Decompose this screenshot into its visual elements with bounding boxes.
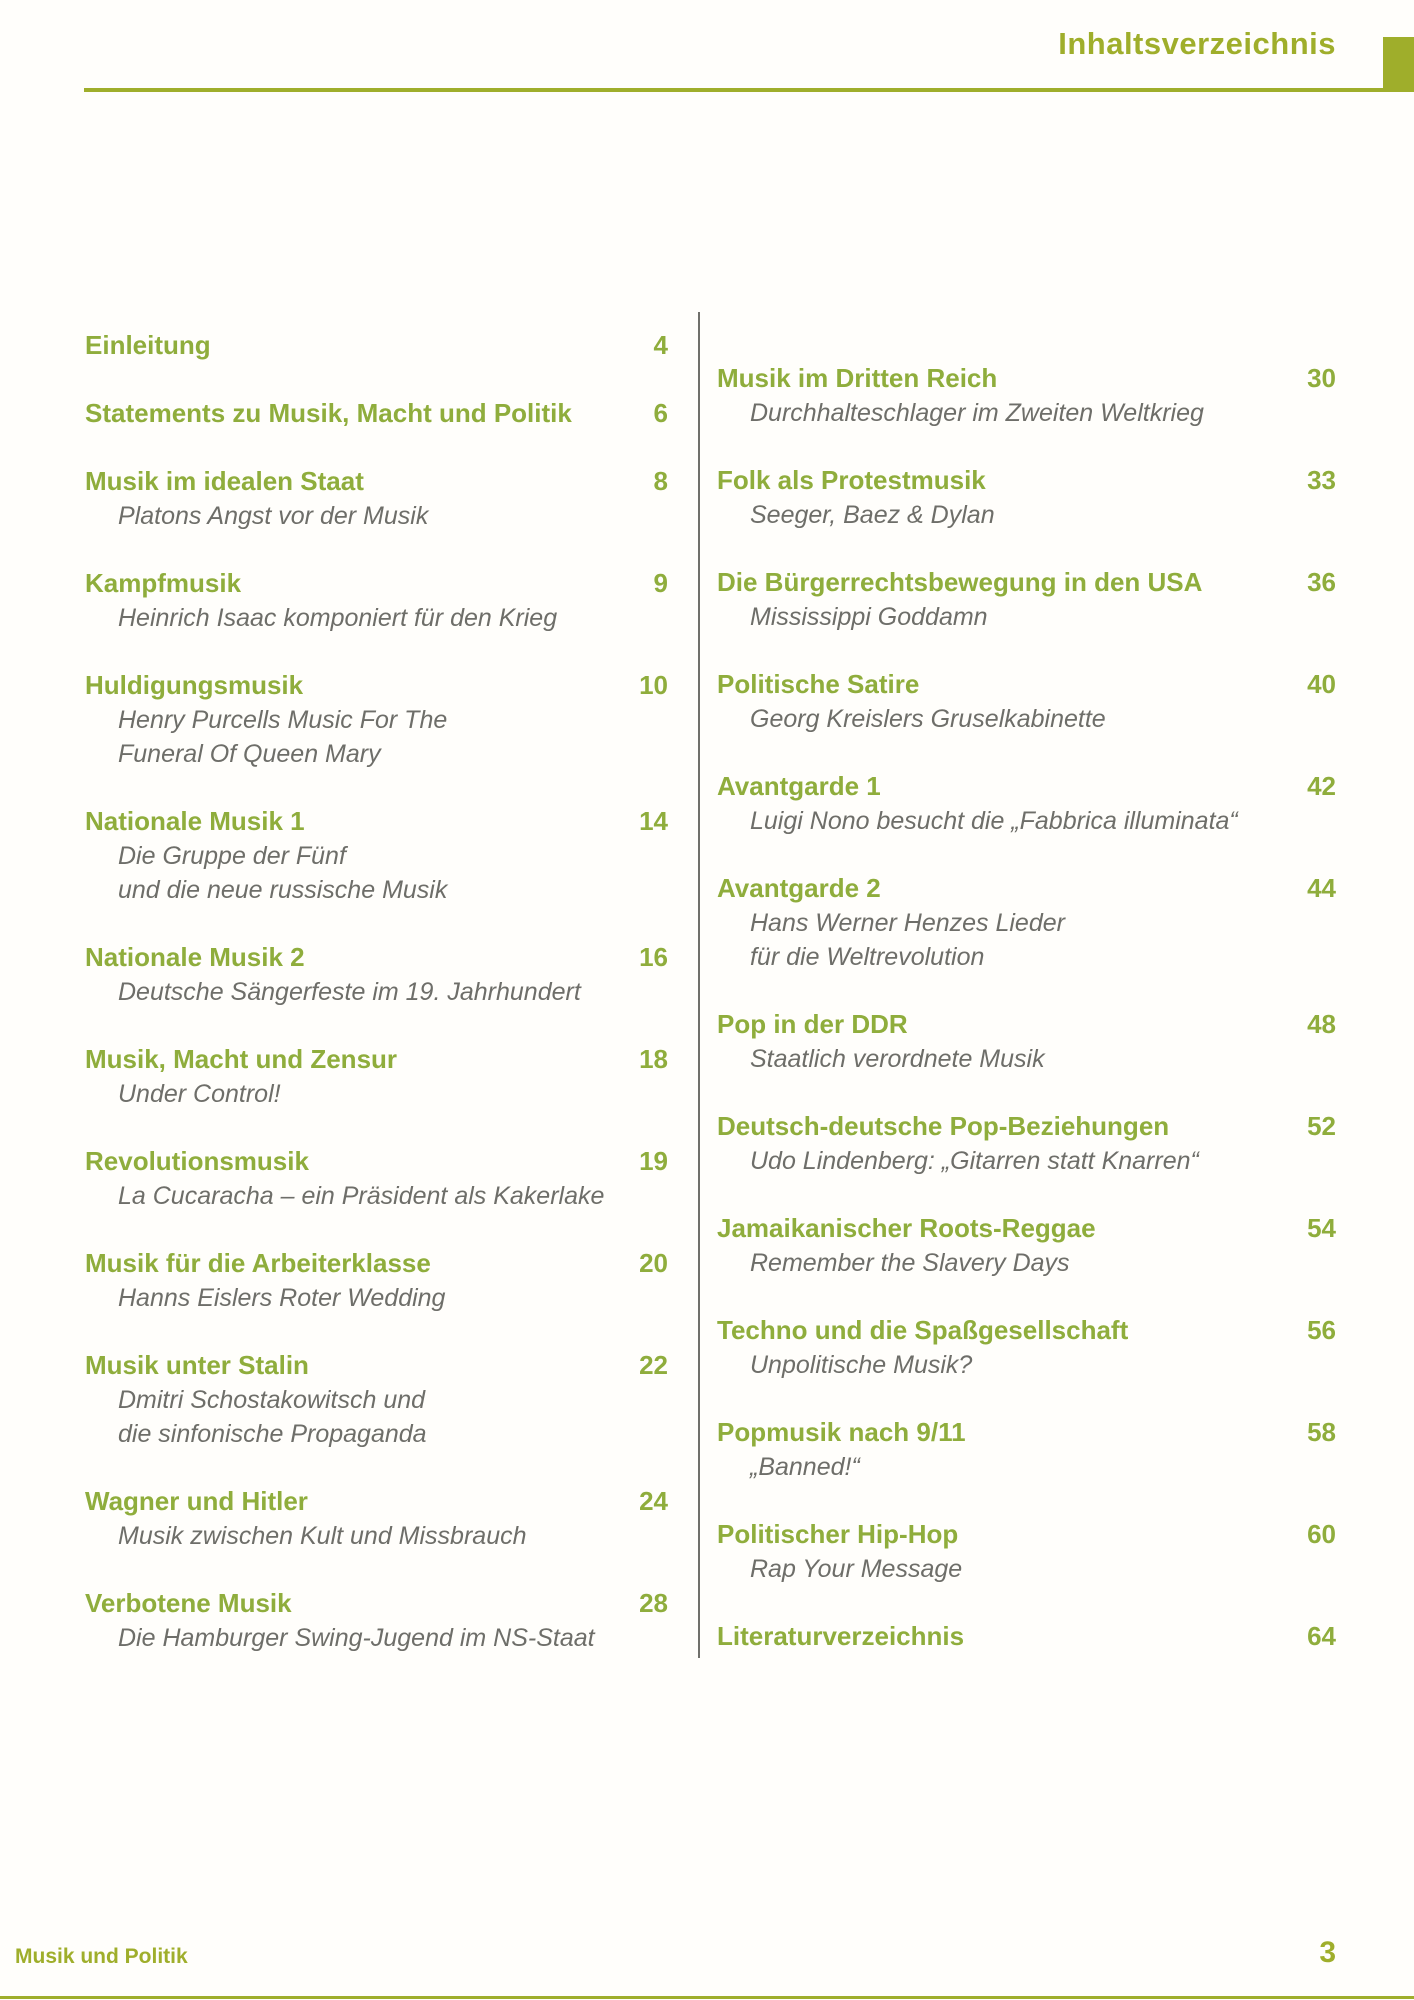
toc-entry-row — [85, 803, 668, 839]
toc-entry-page: 10 — [639, 670, 668, 700]
toc-entry-title: Popmusik nach 9/11 — [717, 1417, 966, 1447]
toc-entry-subtitle: Udo Lindenberg: „Gitarren statt Knarren“ — [750, 1147, 1199, 1175]
toc-entry-subtitle: Durchhalteschlager im Zweiten Weltkrieg — [750, 399, 1204, 427]
toc-entry-row — [717, 360, 1336, 396]
toc-entry-row — [85, 565, 668, 601]
toc-entry-page: 4 — [653, 330, 668, 360]
toc-entry-title: Wagner und Hitler — [85, 1486, 308, 1516]
toc-entry-title: Folk als Protestmusik — [717, 465, 986, 495]
toc-entry-title: Kampfmusik — [85, 568, 242, 598]
toc-entry — [85, 327, 668, 363]
toc-entry — [85, 803, 668, 907]
toc-entry-title: Nationale Musik 1 — [85, 806, 305, 836]
toc-entry-row — [85, 1347, 668, 1383]
toc-entry-subtitle: Hanns Eislers Roter Wedding — [118, 1284, 446, 1312]
toc-entry-page: 14 — [639, 806, 668, 836]
toc-entry-row — [85, 1041, 668, 1077]
toc-entry — [85, 1483, 668, 1553]
toc-entry-page: 64 — [1307, 1621, 1336, 1651]
toc-entry — [717, 1108, 1336, 1178]
toc-entry — [85, 939, 668, 1009]
toc-entry-title: Musik für die Arbeiterklasse — [85, 1248, 431, 1278]
toc-entry-row — [85, 327, 668, 363]
toc-entry-subtitle: Hans Werner Henzes Lieder — [750, 909, 1065, 937]
toc-entry-row — [717, 666, 1336, 702]
toc-entry-page: 58 — [1307, 1417, 1336, 1447]
toc-entry-row — [85, 1143, 668, 1179]
toc-entry-page: 30 — [1307, 363, 1336, 393]
toc-entry-row — [85, 939, 668, 975]
toc-entry-row — [717, 462, 1336, 498]
toc-entry-title: Politischer Hip-Hop — [717, 1519, 959, 1549]
toc-entry-subtitle: Die Gruppe der Fünf — [118, 842, 346, 870]
toc-entry-subtitle: Georg Kreislers Gruselkabinette — [750, 705, 1106, 733]
toc-entry-title: Nationale Musik 2 — [85, 942, 305, 972]
toc-entry-title: Revolutionsmusik — [85, 1146, 309, 1176]
toc-entry — [85, 565, 668, 635]
toc-entry-page: 24 — [639, 1486, 668, 1516]
footer-page-number: 3 — [1319, 1936, 1336, 1969]
toc-entry-row — [717, 564, 1336, 600]
toc-entry-title: Statements zu Musik, Macht und Politik — [85, 398, 572, 428]
toc-entry-subtitle: Henry Purcells Music For The — [118, 706, 448, 734]
toc-entry-page: 16 — [639, 942, 668, 972]
toc-entry — [717, 1210, 1336, 1280]
toc-entry-subtitle: Die Hamburger Swing-Jugend im NS-Staat — [118, 1624, 595, 1652]
toc-entry-row — [85, 1585, 668, 1621]
toc-entry-page: 22 — [639, 1350, 668, 1380]
toc-entry-title: Deutsch-deutsche Pop-Beziehungen — [717, 1111, 1170, 1141]
toc-entry-page: 18 — [639, 1044, 668, 1074]
toc-entry-row — [85, 1483, 668, 1519]
toc-entry — [717, 1414, 1336, 1484]
toc-entry-page: 52 — [1307, 1111, 1336, 1141]
toc-entry-subtitle: Funeral Of Queen Mary — [118, 740, 381, 768]
toc-entry-title: Jamaikanischer Roots-Reggae — [717, 1213, 1096, 1243]
toc-entry-title: Pop in der DDR — [717, 1009, 908, 1039]
toc-entry-subtitle: Seeger, Baez & Dylan — [750, 501, 995, 529]
toc-entry-page: 20 — [639, 1248, 668, 1278]
toc-entry — [717, 1312, 1336, 1382]
footer-book-title: Musik und Politik — [15, 1945, 188, 1968]
toc-entry — [717, 564, 1336, 634]
toc-entry-title: Musik im Dritten Reich — [717, 363, 998, 393]
corner-accent-bar — [1383, 37, 1414, 91]
toc-entry-page: 60 — [1307, 1519, 1336, 1549]
toc-column-right — [717, 360, 1336, 1686]
toc-entry-subtitle: für die Weltrevolution — [750, 943, 985, 971]
toc-entry-row — [717, 1108, 1336, 1144]
toc-entry-subtitle: Heinrich Isaac komponiert für den Krieg — [118, 604, 558, 632]
toc-entry-row — [85, 667, 668, 703]
toc-entry-page: 9 — [653, 568, 668, 598]
toc-entry-subtitle: Remember the Slavery Days — [750, 1249, 1070, 1277]
toc-entry-row — [717, 1312, 1336, 1348]
toc-entry-subtitle: Musik zwischen Kult und Missbrauch — [118, 1522, 527, 1550]
toc-entry — [717, 1618, 1336, 1654]
toc-entry-row — [717, 1516, 1336, 1552]
toc-entry-title: Einleitung — [85, 330, 211, 360]
toc-entry-subtitle: Unpolitische Musik? — [750, 1351, 973, 1379]
toc-entry — [717, 360, 1336, 430]
toc-entry — [85, 667, 668, 771]
toc-entry — [85, 1347, 668, 1451]
toc-entry — [717, 462, 1336, 532]
toc-entry-page: 48 — [1307, 1009, 1336, 1039]
toc-entry — [85, 1041, 668, 1111]
toc-entry-title: Die Bürgerrechtsbewegung in den USA — [717, 567, 1203, 597]
toc-entry-row — [717, 768, 1336, 804]
toc-entry — [85, 1245, 668, 1315]
toc-entry-subtitle: „Banned!“ — [750, 1453, 860, 1481]
toc-entry-subtitle: die sinfonische Propaganda — [118, 1420, 427, 1448]
toc-entry-row — [717, 870, 1336, 906]
toc-entry — [717, 1516, 1336, 1586]
toc-entry-title: Musik im idealen Staat — [85, 466, 364, 496]
toc-entry-page: 54 — [1307, 1213, 1336, 1243]
toc-entry-subtitle: Luigi Nono besucht die „Fabbrica illuminata“ — [750, 807, 1238, 835]
toc-entry-page: 6 — [653, 398, 668, 428]
toc-entry — [85, 1143, 668, 1213]
toc-entry — [85, 463, 668, 533]
toc-entry-title: Musik, Macht und Zensur — [85, 1044, 398, 1074]
column-divider — [698, 312, 700, 1658]
toc-entry-subtitle: Platons Angst vor der Musik — [118, 502, 429, 530]
toc-entry — [85, 395, 668, 431]
toc-entry-page: 44 — [1307, 873, 1336, 903]
toc-entry-title: Literaturverzeichnis — [717, 1621, 965, 1651]
toc-entry-title: Verbotene Musik — [85, 1588, 292, 1618]
toc-entry-row — [85, 1245, 668, 1281]
toc-entry — [717, 870, 1336, 974]
toc-column-left — [85, 327, 668, 1687]
toc-entry-subtitle: und die neue russische Musik — [118, 876, 448, 904]
toc-entry — [717, 768, 1336, 838]
toc-entry-row — [85, 463, 668, 499]
toc-entry-subtitle: Under Control! — [118, 1080, 281, 1108]
toc-entry-subtitle: Rap Your Message — [750, 1555, 963, 1583]
toc-entry-page: 19 — [639, 1146, 668, 1176]
toc-entry-title: Techno und die Spaßgesellschaft — [717, 1315, 1129, 1345]
toc-entry-subtitle: Mississippi Goddamn — [750, 603, 988, 631]
toc-entry-subtitle: La Cucaracha – ein Präsident als Kakerlake — [118, 1182, 605, 1210]
toc-entry-page: 40 — [1307, 669, 1336, 699]
toc-entry-title: Politische Satire — [717, 669, 920, 699]
toc-entry-title: Musik unter Stalin — [85, 1350, 309, 1380]
page-header-title: Inhaltsverzeichnis — [1058, 26, 1336, 61]
toc-entry-title: Huldigungsmusik — [85, 670, 304, 700]
toc-entry-title: Avantgarde 1 — [717, 771, 881, 801]
toc-entry-page: 36 — [1307, 567, 1336, 597]
toc-entry-subtitle: Deutsche Sängerfeste im 19. Jahrhundert — [118, 978, 581, 1006]
toc-entry-page: 28 — [639, 1588, 668, 1618]
toc-entry-row — [717, 1006, 1336, 1042]
toc-entry-row — [85, 395, 668, 431]
toc-entry — [717, 666, 1336, 736]
toc-entry-page: 42 — [1307, 771, 1336, 801]
header-rule — [84, 88, 1414, 92]
toc-entry — [85, 1585, 668, 1655]
toc-entry-page: 33 — [1307, 465, 1336, 495]
toc-entry — [717, 1006, 1336, 1076]
toc-entry-subtitle: Dmitri Schostakowitsch und — [118, 1386, 426, 1414]
toc-entry-row — [717, 1210, 1336, 1246]
toc-entry-subtitle: Staatlich verordnete Musik — [750, 1045, 1045, 1073]
footer-rule — [0, 1996, 1414, 1999]
toc-entry-page: 8 — [653, 466, 668, 496]
toc-entry-row — [717, 1414, 1336, 1450]
toc-entry-page: 56 — [1307, 1315, 1336, 1345]
toc-entry-row — [717, 1618, 1336, 1654]
toc-entry-title: Avantgarde 2 — [717, 873, 881, 903]
